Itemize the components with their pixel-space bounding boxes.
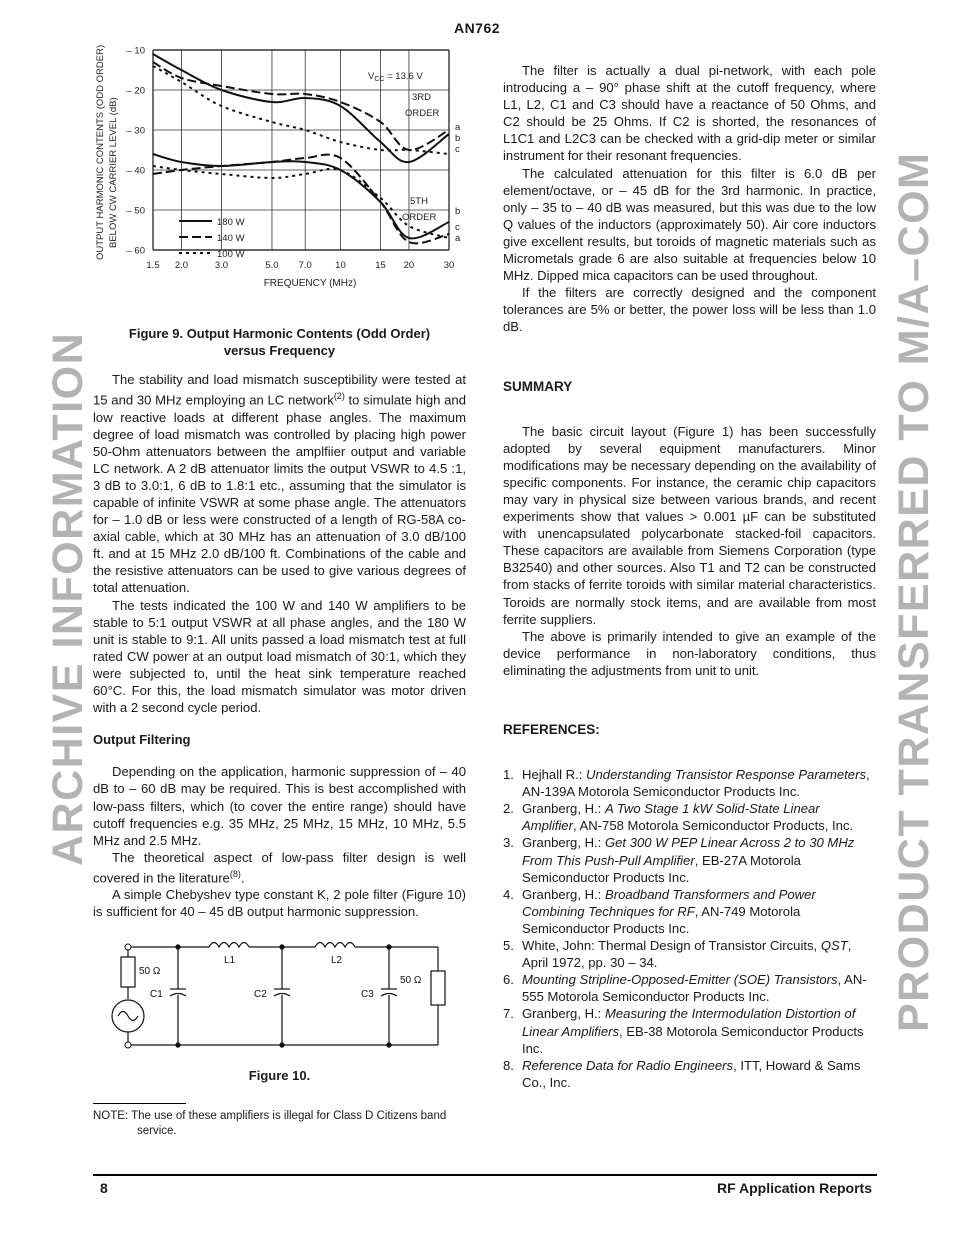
x-tick-label: 20 — [403, 260, 415, 271]
label-L1: L1 — [224, 954, 236, 966]
label-L2: L2 — [331, 954, 343, 966]
x-tick-label: 5.0 — [265, 260, 279, 271]
footnote-line1: NOTE: The use of these amplifiers is illegal for Class D Citizens band — [93, 1110, 447, 1122]
paragraph-attenuation: The calculated attenuation for this filter is 6.0 dB per element/octave, or – 45 dB for the 3rd harmonic. In practice, only – 35 to – 40 dB was measured, but this was due to the low Q values of the inductors (approximately 50). Air core inductors give excellent results, but toroids of magnetic materials such as Micrometals grade 6 are also suitable at frequencies below 10 MHz. Dipped mica capacitors can be used throughout. — [503, 165, 876, 284]
page-header: AN762 — [453, 20, 501, 36]
series-line-100w — [153, 166, 449, 238]
y-tick-label: – 50 — [126, 205, 145, 217]
chart-legend — [179, 217, 244, 260]
paragraph-tolerances: If the filters are correctly designed and the component tolerances are 5% or better, the power loss will be less than 1.0 dB. — [503, 285, 876, 335]
paragraph-filter-chebyshev: A simple Chebyshev type constant K, 2 pole filter (Figure 10) is sufficient for 40 – 45 dB output harmonic suppression. — [93, 887, 466, 920]
legend-140w: 140 W — [217, 233, 245, 244]
fifth-order-label-1: 5TH — [410, 196, 428, 207]
y-tick-label: – 10 — [126, 45, 145, 57]
right-column — [503, 62, 876, 1091]
footer-rule — [93, 1174, 877, 1176]
reference-item: 8. Reference Data for Radio Engineers, ITT, Howard & Sams Co., Inc. — [503, 1057, 861, 1090]
footnote — [93, 1109, 468, 1139]
third-order-label-1: 3RD — [412, 92, 432, 103]
third-order-label-2: ORDER — [405, 108, 440, 119]
y-axis-label-line2: BELOW CW CARRIER LEVEL (dB) — [108, 97, 119, 248]
paragraph-dual-pi: The filter is actually a dual pi-network, with each pole introducing a – 90° phase shift at the cutoff frequency, where L1, L2, C1 and C3 should have a reactance of 50 Ohms, and C2 should be 25 Ohms. If C2 is shorted, the resonances of L1C1 and L2C3 can be checked with a grid-dip meter or similar instrument for their resonant frequencies. — [503, 63, 876, 164]
paragraph-filter-depend: Depending on the application, harmonic suppression of – 40 dB to – 60 dB may be required. This is best accomplished with low-pass filters, which (to cover the entire range) should have cutoff frequencies e.g. 35 MHz, 25 MHz, 15 MHz, 10 MHz, 5.5 MHz and 2.5 MHz. — [93, 764, 466, 848]
page-number: 8 — [100, 1180, 108, 1196]
x-axis-label: FREQUENCY (MHz) — [263, 278, 357, 289]
reference-item: 3. Granberg, H.: Get 300 W PEP Linear Across 2 to 30 MHz From This Push-Pull Amplifier, EB-27A Motorola Semiconductor Products Inc. — [503, 835, 855, 885]
references-list — [503, 766, 876, 1091]
x-tick-label: 1.5 — [146, 260, 160, 271]
curve-letter-3c: c — [455, 144, 460, 155]
reference-item: 5. White, John: Thermal Design of Transistor Circuits, QST, April 1972, pp. 30 – 34. — [503, 938, 852, 971]
label-load-ohm: 50 Ω — [400, 974, 422, 986]
curve-letter-5b: b — [455, 206, 461, 217]
y-tick-label: – 60 — [126, 245, 145, 257]
curve-letter-5a: a — [455, 233, 461, 244]
x-tick-label: 7.0 — [298, 260, 312, 271]
footnote-line2: service. — [137, 1125, 177, 1137]
reference-item: 7. Granberg, H.: Measuring the Intermodulation Distortion of Linear Amplifiers, EB-38 Motorola Semiconductor Products Inc. — [503, 1006, 864, 1056]
label-C2: C2 — [254, 988, 267, 1000]
heading-summary: SUMMARY — [503, 378, 573, 394]
y-tick-label: – 40 — [126, 165, 145, 177]
archive-watermark: ARCHIVE INFORMATION — [44, 331, 92, 866]
x-tick-label: 3.0 — [214, 260, 229, 271]
legend-100w: 100 W — [217, 249, 245, 260]
fifth-order-label-2: ORDER — [402, 212, 437, 223]
figure9-chart — [93, 40, 466, 290]
y-axis-label-line1: OUTPUT HARMONIC CONTENTS (ODD ORDER) — [95, 44, 106, 260]
label-C3: C3 — [361, 988, 374, 1000]
reference-item: 4. Granberg, H.: Broadband Transformers and Power Combining Techniques for RF, AN-749 Motorola Semiconductor Products Inc. — [503, 886, 816, 936]
label-source-ohm: 50 Ω — [139, 965, 161, 977]
label-C1: C1 — [150, 988, 163, 1000]
source-resistor — [121, 957, 135, 987]
series-line-140w — [153, 155, 449, 244]
note-rule — [93, 1103, 186, 1104]
x-tick-label: 2.0 — [174, 260, 189, 271]
reference-item: 1. Hejhall R.: Understanding Transistor Response Parameters, AN-139A Motorola Semiconductor Products Inc. — [503, 767, 870, 800]
heading-output-filtering: Output Filtering — [93, 732, 191, 748]
paragraph-summary-example: The above is primarily intended to give an example of the device performance in non-laboratory conditions, thus eliminating the adjustments from unit to unit. — [503, 628, 876, 678]
figure10-caption: Figure 10. — [248, 1067, 311, 1083]
legend-180w: 180 W — [217, 217, 245, 228]
inductor-L2 — [315, 942, 355, 947]
footer-title: RF Application Reports — [716, 1180, 872, 1196]
y-tick-label: – 20 — [126, 85, 145, 97]
inductor-L1 — [209, 942, 249, 947]
paragraph-filter-theory: The theoretical aspect of low-pass filter design is well covered in the literature$^{(8)}$. — [93, 849, 466, 886]
curve-letter-3a: a — [455, 122, 461, 133]
y-tick-label: – 30 — [126, 125, 145, 137]
x-tick-label: 10 — [335, 260, 346, 271]
paragraph-summary-layout: The basic circuit layout (Figure 1) has been successfully adopted by several equipment manufacturers. Minor modifications may be necessary depending on the availability of specific components. For instance, the ceramic chip capacitors may vary in physical size between various brands, and recent experiments show that values > 0.001 µF can be substituted with unencapsulated polycarbonate stacked-foil capacitors. These capacitors are available from Siemens Corporation (type B32540) and other sources. Also T1 and T2 can be constructed from stacks of ferrite toroids with similar material characteristics. Toroids are normally stock items, and are available from most ferrite suppliers. — [503, 423, 876, 627]
curve-letter-3b: b — [455, 133, 461, 144]
reference-item: 6. Mounting Stripline-Opposed-Emitter (SOE) Transistors, AN-555 Motorola Semiconductor Products Inc. — [503, 972, 867, 1005]
load-resistor — [431, 971, 445, 1005]
vcc-label: $V_{CC} = 13.6$ V — [368, 71, 423, 83]
series-line-180w — [153, 154, 449, 238]
heading-references: REFERENCES: — [503, 722, 600, 737]
left-column — [93, 0, 466, 1084]
paragraph-stability: The stability and load mismatch susceptibility were tested at 15 and 30 MHz employing an LC network$^{(2)}$ to simulate high and low reactive loads at different phase angles. The maximum degree of load mismatch was controlled by placing high power 50-Ohm attenuators between the amplfiier output and variable LC network. A 2 dB attenuator limits the output VSWR to 4.5 :1, 3 dB to 3.0:1, 6 dB to 1.8:1 etc., assuming that the simulator is capable of infinite VSWR at some phase angle. The attenuators for – 1.0 dB or less were constructed of a length of RG-58A co-axial cable, which at 30 MHz has an attenuation of 3.0 dB/100 ft. and at 15 MHz 2.0 dB/100 ft. Combinations of the cable and the resistive attenuators can be used to give various degrees of total attenuation. — [93, 372, 466, 596]
figure10-schematic — [93, 929, 466, 1055]
reference-item: 2. Granberg, H.: A Two Stage 1 kW Solid-State Linear Amplifier, AN-758 Motorola Semiconductor Products, Inc. — [503, 801, 854, 834]
x-tick-label: 30 — [443, 260, 455, 271]
transferred-watermark: PRODUCT TRANSFERRED TO M/A–COM — [890, 151, 938, 1032]
figure9-caption-line2: versus Frequency — [223, 343, 336, 358]
curve-letter-5c: c — [455, 222, 460, 233]
figure9-caption-line1: Figure 9. Output Harmonic Contents (Odd Order) — [128, 326, 431, 341]
paragraph-tests: The tests indicated the 100 W and 140 W amplifiers to be stable to 5:1 output VSWR at all phase angles, and the 180 W unit is stable to 9:1. All units passed a load mismatch test at full rated CW power at an output load mismatch of 30:1, which they were subjected to, until the heat sink temperature reached 60°C. For this, the load mismatch simulator was motor driven with a 2 second cycle period. — [93, 597, 466, 716]
x-tick-label: 15 — [375, 260, 386, 271]
